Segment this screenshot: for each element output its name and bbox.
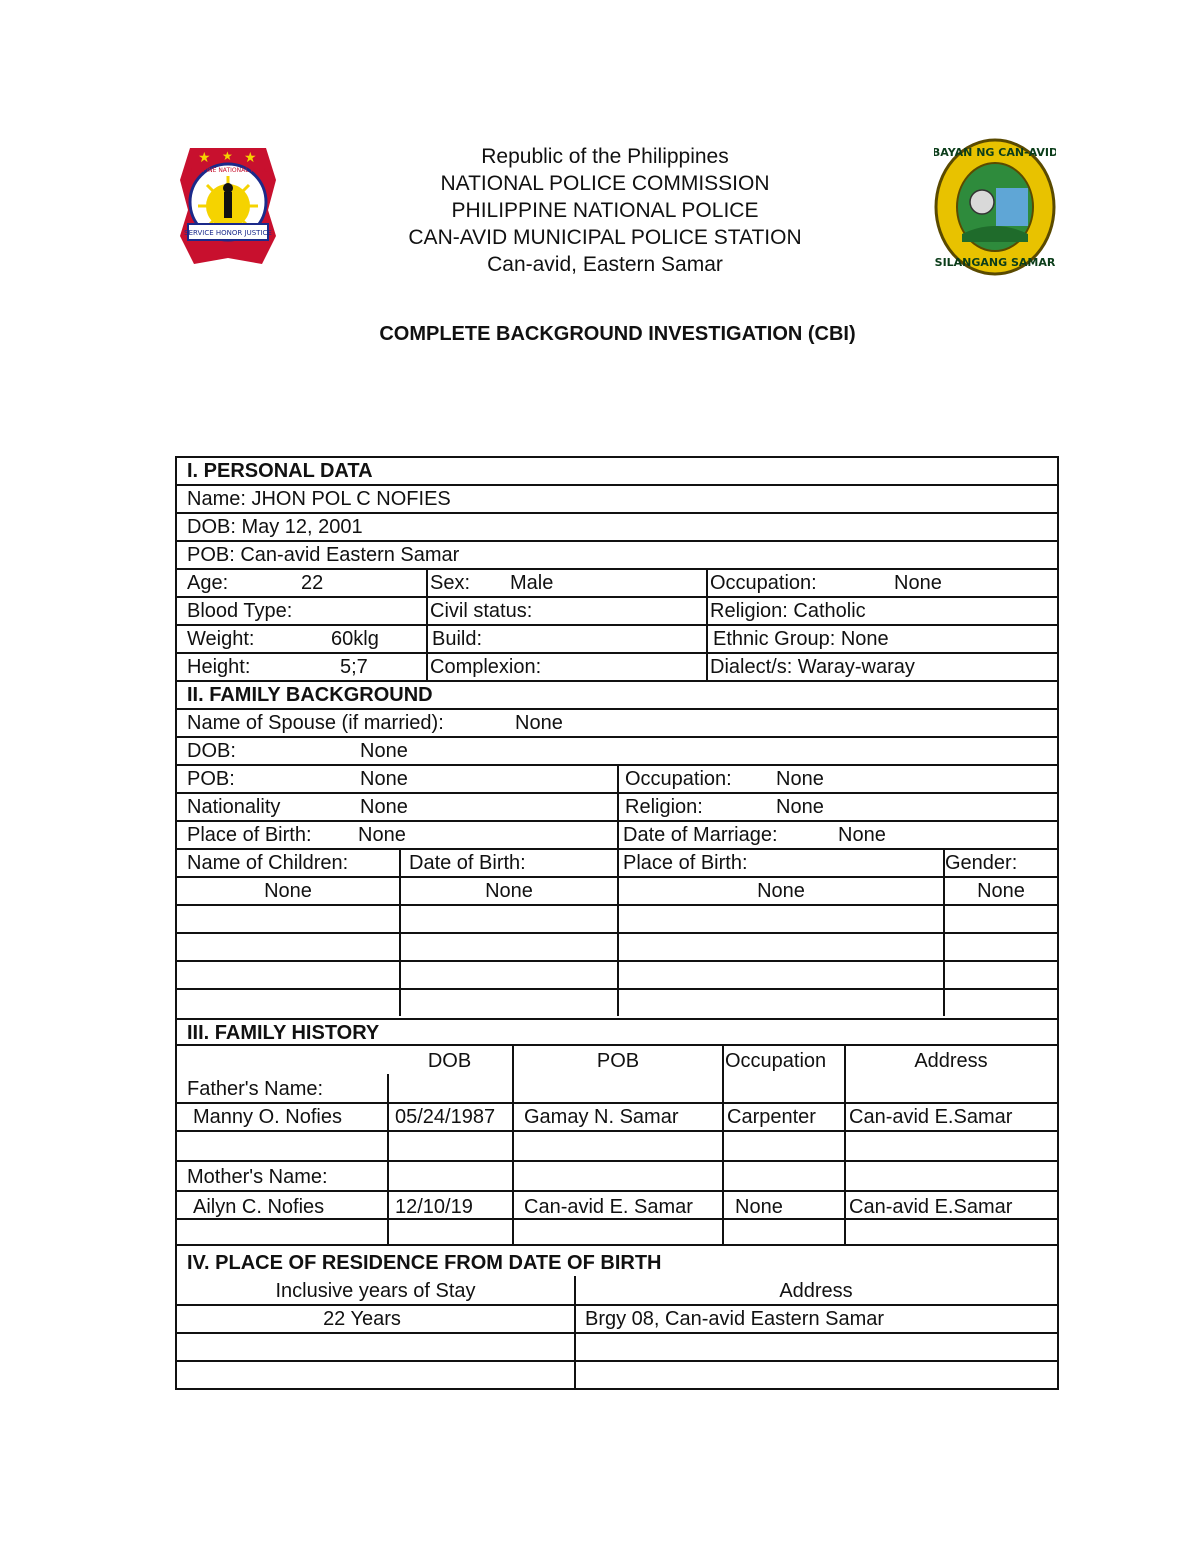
- name-field: Name: JHON POL C NOFIES: [187, 488, 451, 510]
- complexion-field: Complexion:: [430, 656, 542, 678]
- spouse-place-of-birth-value: None: [358, 824, 406, 846]
- build-field: Build:: [432, 628, 483, 650]
- letterhead-line-2: NATIONAL POLICE COMMISSION: [440, 172, 770, 195]
- date-of-marriage-label: Date of Marriage:: [623, 824, 778, 846]
- sex-value: Male: [510, 572, 554, 594]
- child-dob: None: [485, 880, 533, 902]
- height-value: 5;7: [340, 656, 368, 678]
- pnp-seal-logo: [176, 140, 280, 272]
- mother-address: Can-avid E.Samar: [849, 1196, 1013, 1218]
- section-family-history: III. FAMILY HISTORY: [187, 1022, 380, 1044]
- cbi-form: [175, 456, 1059, 1390]
- residence-col-years: Inclusive years of Stay: [275, 1280, 476, 1302]
- mother-name: Ailyn C. Nofies: [193, 1196, 325, 1218]
- religion-field: Religion: Catholic: [710, 600, 866, 622]
- children-header-dob: Date of Birth:: [409, 852, 526, 874]
- spouse-religion-value: None: [776, 796, 824, 818]
- residence-years: 22 Years: [323, 1308, 401, 1330]
- svg-text:SERVICE HONOR JUSTICE: SERVICE HONOR JUSTICE: [184, 229, 272, 237]
- father-name: Manny O. Nofies: [193, 1106, 342, 1128]
- spouse-pob-label: POB:: [187, 768, 235, 790]
- section-personal-data: I. PERSONAL DATA: [187, 460, 373, 482]
- date-of-marriage-value: None: [838, 824, 886, 846]
- mother-pob: Can-avid E. Samar: [524, 1196, 693, 1218]
- can-avid-seal-logo: [934, 138, 1056, 276]
- spouse-pob-value: None: [360, 768, 408, 790]
- spouse-place-of-birth-label: Place of Birth:: [187, 824, 312, 846]
- dob-field: DOB: May 12, 2001: [187, 516, 363, 538]
- letterhead-line-3: PHILIPPINE NATIONAL POLICE: [451, 199, 759, 222]
- children-header-name: Name of Children:: [187, 852, 349, 874]
- weight-label: Weight:: [187, 628, 255, 650]
- letterhead-line-1: Republic of the Philippines: [481, 145, 729, 168]
- sex-label: Sex:: [430, 572, 471, 594]
- spouse-dob-value: None: [360, 740, 408, 762]
- residence-col-address: Address: [779, 1280, 853, 1302]
- father-pob: Gamay N. Samar: [524, 1106, 679, 1128]
- history-col-pob: POB: [596, 1050, 640, 1072]
- spouse-nationality-value: None: [360, 796, 408, 818]
- occupation-value: None: [894, 572, 942, 594]
- pob-field: POB: Can-avid Eastern Samar: [187, 544, 460, 566]
- spouse-dob-label: DOB:: [187, 740, 236, 762]
- history-col-occupation: Occupation: [725, 1050, 827, 1072]
- svg-text:★: ★: [244, 150, 257, 166]
- mother-label: Mother's Name:: [187, 1166, 328, 1188]
- father-occupation: Carpenter: [727, 1106, 816, 1128]
- father-address: Can-avid E.Samar: [849, 1106, 1013, 1128]
- spouse-occupation-value: None: [776, 768, 824, 790]
- svg-text:SILANGANG SAMAR: SILANGANG SAMAR: [934, 256, 1056, 269]
- age-value: 22: [301, 572, 324, 594]
- mother-dob: 12/10/19: [395, 1196, 473, 1218]
- svg-text:★: ★: [198, 150, 211, 166]
- letterhead-line-5: Can-avid, Eastern Samar: [487, 253, 723, 276]
- letterhead: [300, 143, 910, 278]
- spouse-occupation-label: Occupation:: [625, 768, 732, 790]
- residence-address: Brgy 08, Can-avid Eastern Samar: [585, 1308, 885, 1330]
- svg-text:PHILIPPINE NATIONAL POLICE: PHILIPPINE NATIONAL POLICE: [184, 167, 272, 174]
- letterhead-line-4: CAN-AVID MUNICIPAL POLICE STATION: [408, 226, 802, 249]
- svg-text:★: ★: [222, 149, 233, 163]
- section-family-background: II. FAMILY BACKGROUND: [187, 684, 433, 706]
- father-label: Father's Name:: [187, 1078, 324, 1100]
- height-label: Height:: [187, 656, 251, 678]
- spouse-value: None: [515, 712, 563, 734]
- ethnic-group-field: Ethnic Group: None: [713, 628, 889, 650]
- mother-occupation: None: [735, 1196, 783, 1218]
- occupation-label: Occupation:: [710, 572, 817, 594]
- age-label: Age:: [187, 572, 229, 594]
- history-col-dob: DOB: [427, 1050, 472, 1072]
- spouse-nationality-label: Nationality: [187, 796, 281, 818]
- spouse-religion-label: Religion:: [625, 796, 703, 818]
- child-pob: None: [757, 880, 805, 902]
- history-col-address: Address: [914, 1050, 988, 1072]
- child-name: None: [264, 880, 312, 902]
- spouse-label: Name of Spouse (if married):: [187, 712, 444, 734]
- svg-text:BAYAN NG CAN-AVID: BAYAN NG CAN-AVID: [934, 146, 1056, 159]
- section-residence: IV. PLACE OF RESIDENCE FROM DATE OF BIRTH: [187, 1252, 662, 1274]
- weight-value: 60klg: [331, 628, 379, 650]
- children-header-gender: Gender:: [945, 852, 1018, 874]
- dialect-field: Dialect/s: Waray-waray: [710, 656, 915, 678]
- document-title: COMPLETE BACKGROUND INVESTIGATION (CBI): [379, 323, 856, 345]
- father-dob: 05/24/1987: [395, 1106, 496, 1128]
- civil-status-field: Civil status:: [430, 600, 533, 622]
- child-gender: None: [977, 880, 1025, 902]
- children-header-pob: Place of Birth:: [623, 852, 748, 874]
- blood-type-field: Blood Type:: [187, 600, 293, 622]
